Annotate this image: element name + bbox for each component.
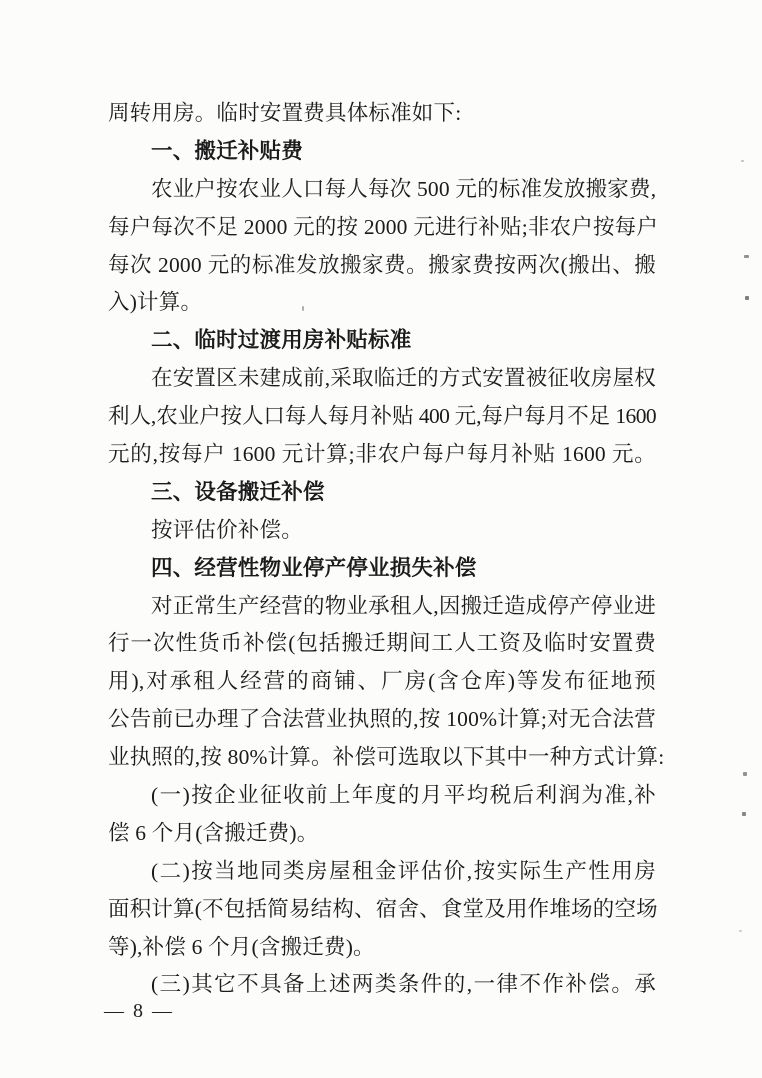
text-line: 在安置区未建成前,采取临迁的方式安置被征收房屋权 (151, 366, 656, 391)
scan-speck (302, 306, 304, 311)
text-line: 每户每次不足 2000 元的按 2000 元进行补贴;非农户按每户 (108, 214, 659, 239)
text-line: 公告前已办理了合法营业执照的,按 100%计算;对无合法营 (108, 707, 656, 732)
text-line: 用),对承租人经营的商铺、厂房(含仓库)等发布征地预 (108, 669, 656, 694)
text-line: 入)计算。 (108, 290, 203, 315)
text-line: 偿 6 个月(含搬迁费)。 (108, 820, 319, 845)
scan-speck (743, 772, 747, 776)
text-line: 每次 2000 元的标准发放搬家费。搬家费按两次(搬出、搬 (108, 252, 656, 277)
text-line: (二)按当地同类房屋租金评估价,按实际生产性用房 (151, 858, 656, 883)
text-line: 行一次性货币补偿(包括搬迁期间工人工资及临时安置费 (108, 631, 656, 656)
text-line: 周转用房。临时安置费具体标准如下: (108, 101, 462, 125)
text-line: 对正常生产经营的物业承租人,因搬迁造成停产停业进 (151, 593, 656, 618)
text-line: 业执照的,按 80%计算。补偿可选取以下其中一种方式计算: (108, 745, 665, 770)
text-line: (三)其它不具备上述两类条件的,一律不作补偿。承 (151, 972, 656, 997)
text-line: 面积计算(不包括简易结构、宿舍、食堂及用作堆场的空场 (108, 896, 658, 921)
text-line: 按评估价补偿。 (151, 517, 303, 542)
scan-speck (744, 255, 749, 258)
text-line: 利人,农业户按人口每人每月补贴 400 元,每户每月不足 1600 (108, 404, 656, 429)
section-heading: 四、经营性物业停产停业损失补偿 (151, 555, 477, 580)
text-line: 元的,按每户 1600 元计算;非农户每户每月补贴 1600 元。 (108, 442, 656, 467)
section-heading: 一、搬迁补贴费 (151, 138, 303, 163)
text-line: 农业户按农业人口每人每次 500 元的标准发放搬家费, (151, 176, 657, 201)
document-body (108, 95, 665, 1004)
text-line: (一)按企业征收前上年度的月平均税后利润为准,补 (151, 783, 656, 808)
page-number: — 8 — (104, 1000, 174, 1022)
section-heading: 三、设备搬迁补偿 (151, 479, 325, 504)
text-line: 等),补偿 6 个月(含搬迁费)。 (108, 934, 375, 959)
section-heading: 二、临时过渡用房补贴标准 (151, 328, 412, 353)
scan-speck (739, 930, 742, 932)
scan-speck (741, 160, 744, 162)
scan-speck (745, 296, 749, 300)
scan-speck (742, 812, 746, 816)
